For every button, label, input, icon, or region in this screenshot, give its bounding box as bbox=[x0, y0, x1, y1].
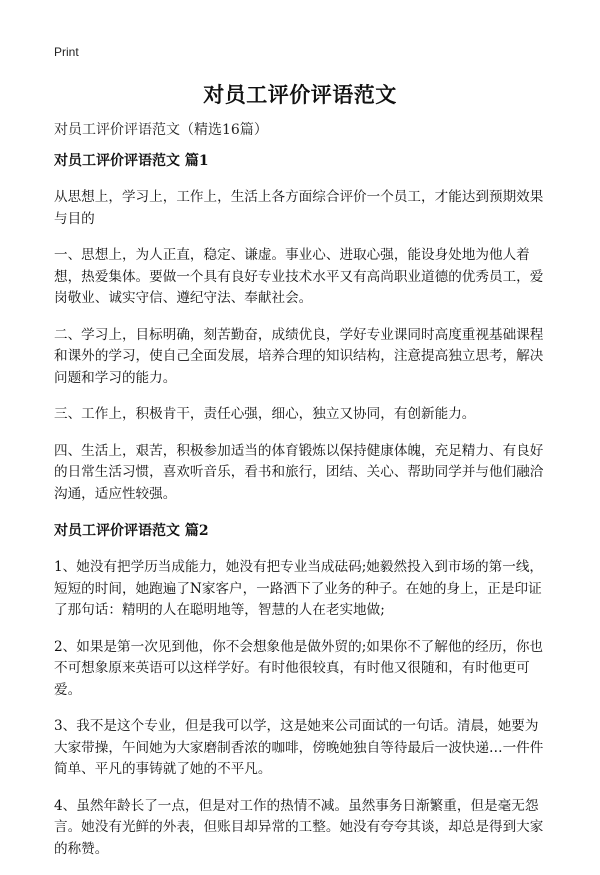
paragraph: 3、我不是这个专业，但是我可以学，这是她来公司面试的一句话。清晨，她要为大家带操，午间她为大家磨制香浓的咖啡，傍晚她独自等待最后一波快递…一件件简单、平凡的事铸就了她的不平凡。 bbox=[54, 718, 544, 777]
paragraph: 一、思想上，为人正直，稳定、谦虚。事业心、进取心强，能设身处地为他人着想，热爱集体。要做一个具有良好专业技术水平又有高尚职业道德的优秀员工，爱岗敬业、诚实守信、遵纪守法、奉献社会。 bbox=[54, 247, 544, 306]
section-heading: 对员工评价评语范文 篇2 bbox=[54, 523, 209, 539]
section-heading: 对员工评价评语范文 篇1 bbox=[54, 153, 209, 169]
paragraph: 三、工作上，积极肯干，责任心强，细心，独立又协同，有创新能力。 bbox=[54, 406, 476, 422]
paragraph: 4、虽然年龄长了一点，但是对工作的热情不减。虽然事务日渐繁重，但是毫无怨言。她没有光鲜的外表，但账目却异常的工整。她没有夸夸其谈，却总是得到大家的称赞。 bbox=[54, 797, 544, 857]
paragraph: 二、学习上，目标明确，刻苦勤奋，成绩优良，学好专业课同时高度重视基础课程和课外的学习，使自己全面发展，培养合理的知识结构，注意提高独立思考，解决问题和学习的能力。 bbox=[54, 326, 544, 386]
document-body bbox=[54, 150, 548, 875]
document-title: 对员工评价评语范文 bbox=[203, 82, 397, 107]
paragraph: 2、如果是第一次见到他，你不会想象他是做外贸的;如果你不了解他的经历，你也不可想象原来英语可以这样学好。有时他很较真，有时他又很随和，有时他更可爱。 bbox=[54, 638, 544, 698]
section-1 bbox=[54, 150, 548, 505]
print-link[interactable]: Print bbox=[54, 45, 79, 59]
paragraph: 四、生活上，艰苦，积极参加适当的体育锻炼以保持健康体魄，充足精力、有良好的日常生活习惯，喜欢听音乐，看书和旅行，团结、关心、帮助同学并与他们融洽沟通，适应性较强。 bbox=[54, 442, 544, 502]
section-2 bbox=[54, 520, 548, 860]
document-subtitle: 对员工评价评语范文（精选16篇） bbox=[54, 122, 268, 138]
paragraph: 从思想上，学习上，工作上，生活上各方面综合评价一个员工，才能达到预期效果与目的 bbox=[54, 189, 544, 227]
paragraph: 1、她没有把学历当成能力，她没有把专业当成砝码;她毅然投入到市场的第一线，短短的时间，她跑遍了N家客户，一路洒下了业务的种子。在她的身上，正是印证了那句话：精明的人在聪明地等，智慧的人在老实地做; bbox=[54, 559, 544, 618]
